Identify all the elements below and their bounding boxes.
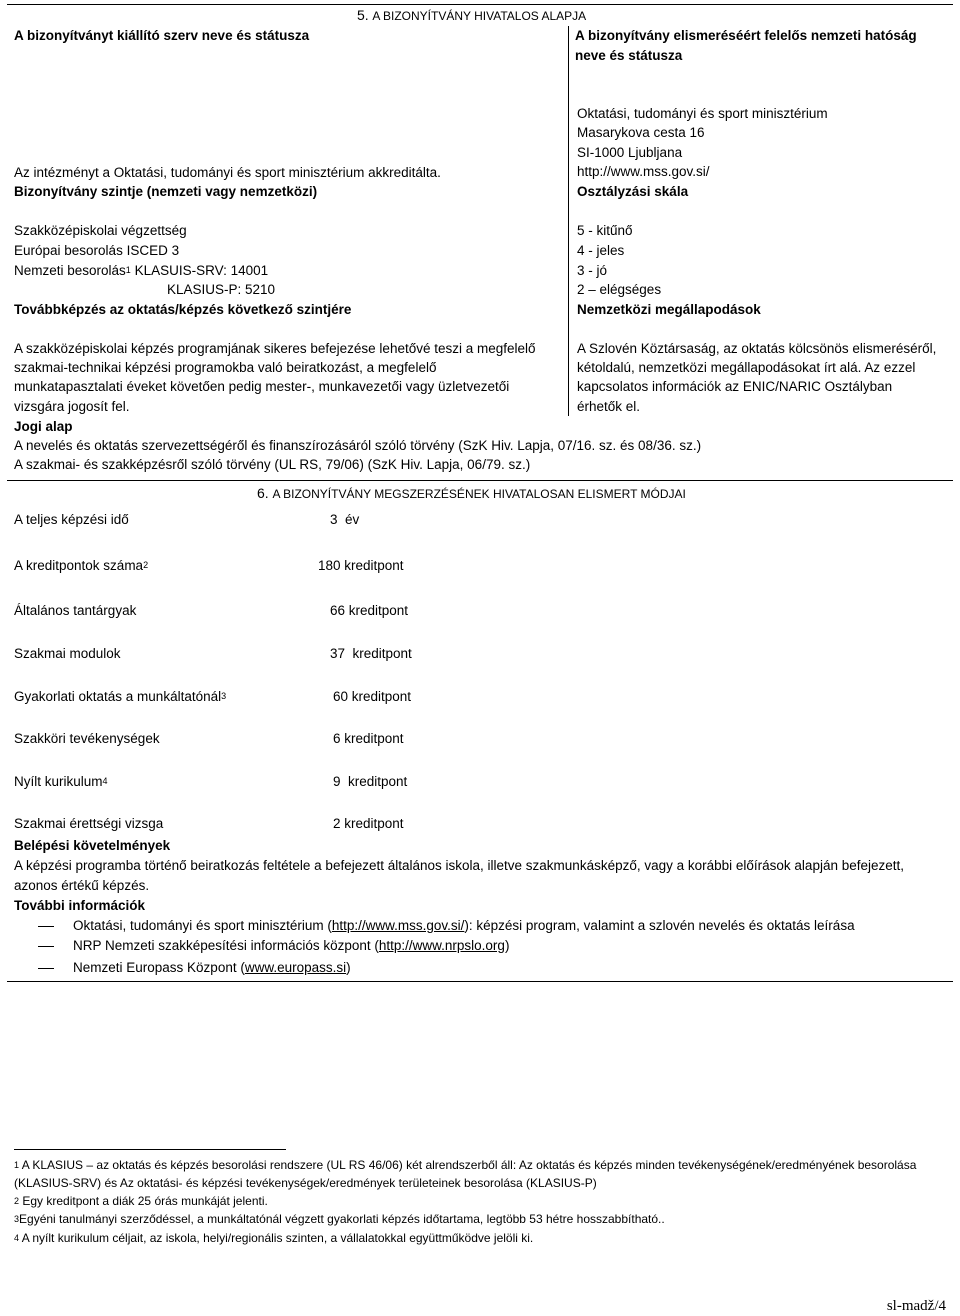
credit-row-value: 6 kreditpont: [333, 731, 404, 746]
legal-title: Jogi alap: [14, 419, 73, 434]
authority-header-1: A bizonyítvány elismeréséért felelős nemzeti hatóság: [575, 28, 917, 43]
credit-row-label: Szakmai modulok: [14, 646, 121, 661]
credit-row-label: Szakmai érettségi vizsga: [14, 816, 164, 831]
more-info-title: További információk: [14, 898, 146, 913]
further-text-3: munkatapasztalati éveket követően pedig mester-, munkavezetői vagy üzletvezetői: [14, 379, 510, 394]
level-line-1: Szakközépiskolai végzettség: [14, 223, 187, 238]
level-line-2: Európai besorolás ISCED 3: [14, 243, 180, 258]
further-title: Továbbképzés az oktatás/képzés következő szintjére: [14, 302, 352, 317]
accreditation-text: Az intézményt a Oktatási, tudományi és sport minisztérium akkreditálta.: [14, 165, 441, 180]
grade-2: 2 – elégséges: [577, 282, 662, 297]
footnote-2: $^2$ Egy kreditpont a diák 25 órás munkáját jelenti.: [14, 1194, 268, 1208]
credit-row-label: Gyakorlati oktatás a munkáltatónál$^3$: [14, 689, 227, 704]
intl-text-1: A Szlovén Köztársaság, az oktatás kölcsönös elismeréséről,: [577, 341, 937, 356]
bullet-dash: [38, 968, 54, 969]
credit-row-label: A teljes képzési idő: [14, 512, 129, 527]
entry-title: Belépési követelmények: [14, 838, 171, 853]
more-info-item-3: Nemzeti Europass Központ (www.europass.si): [73, 960, 351, 975]
further-text-4: vizsgára jogosít fel.: [14, 399, 130, 414]
bullet-dash: [38, 926, 54, 927]
credit-row-value: 66 kreditpont: [330, 603, 409, 618]
intl-text-3: kapcsolatos információk az ENIC/NARIC Osztályban: [577, 379, 893, 394]
credit-row-value: 37 kreditpont: [330, 646, 412, 661]
nrpslo-link[interactable]: http://www.nrpslo.org: [378, 938, 505, 953]
more-info-item-1: Oktatási, tudományi és sport minisztérium (http://www.mss.gov.si/): képzési program, valamint a szlovén nevelés és oktatás leírása: [73, 918, 855, 933]
credit-row-label: A kreditpontok száma$^2$: [14, 558, 149, 573]
level-line-4: KLASIUS-P: 5210: [167, 282, 276, 297]
section5-heading: 5. A BIZONYÍTVÁNY HIVATALOS ALAPJA: [357, 7, 587, 23]
authority-name: Oktatási, tudományi és sport minisztérium: [577, 106, 828, 121]
intl-text-4: érhetők el.: [577, 399, 641, 414]
credit-row-label: Nyílt kurikulum$^4$: [14, 774, 108, 789]
authority-city: SI-1000 Ljubljana: [577, 145, 683, 160]
bullet-dash: [38, 946, 54, 947]
further-text-2: szakmai-technikai képzési programokba való beiratkozást, a megfelelő: [14, 360, 437, 375]
credit-row-label: Általános tantárgyak: [14, 603, 137, 618]
intl-text-2: kétoldalú, nemzetközi megállapodásokat írt alá. Az ezzel: [577, 360, 916, 375]
legal-line-2: A szakmai- és szakképzésről szóló törvény (UL RS, 79/06) (SzK Hiv. Lapja, 06/79. sz.): [14, 457, 531, 472]
intl-title: Nemzetközi megállapodások: [577, 302, 761, 317]
mss-link[interactable]: http://www.mss.gov.si/: [331, 918, 465, 933]
credit-row-label: Szakköri tevékenységek: [14, 731, 160, 746]
credit-row-value: 180 kreditpont: [318, 558, 404, 573]
authority-header-2: neve és státusza: [575, 48, 683, 63]
level-title: Bizonyítvány szintje (nemzeti vagy nemzetközi): [14, 184, 318, 199]
credit-row-value: 2 kreditpont: [333, 816, 404, 831]
page-label: sl-madž/4: [886, 1298, 946, 1314]
footnote-1-line-2: (KLASIUS-SRV) és Az oktatási- és képzési tevékenységek/eredmények területeinek besorolása (KLASIUS-P): [14, 1176, 597, 1190]
authority-url[interactable]: http://www.mss.gov.si/: [577, 164, 710, 179]
grading-title: Osztályzási skála: [577, 184, 689, 199]
more-info-item-2: NRP Nemzeti szakképesítési információs központ (http://www.nrpslo.org): [73, 938, 510, 953]
footnote-4: $^4$ A nyílt kurikulum céljait, az iskola, helyi/regionális szinten, a vállalatokkal együttműködve jelöli ki.: [14, 1231, 534, 1245]
legal-line-1: A nevelés és oktatás szervezettségéről és finanszírozásáról szóló törvény (SzK Hiv. Lapja, 07/16. sz. és 08/36. sz.): [14, 438, 702, 453]
grade-5: 5 - kitűnő: [577, 223, 633, 238]
further-text-1: A szakközépiskolai képzés programjának sikeres befejezése lehetővé teszi a megfelelő: [14, 341, 536, 356]
footnote-separator: [14, 1149, 286, 1150]
credit-row-value: 60 kreditpont: [333, 689, 412, 704]
entry-text-1: A képzési programba történő beiratkozás feltétele a befejezett általános iskola, illetve szakmunkásképző, vagy a korábbi előírások alapján befejezett,: [14, 858, 905, 873]
footnote-1-line-1: $^1$ A KLASIUS – az oktatás és képzés besorolási rendszere (UL RS 46/06) két alrendszerből áll: Az oktatás és képzés minden tevékenységének/eredményének besorolása: [14, 1158, 917, 1172]
credit-row-value: 9 kreditpont: [333, 774, 408, 789]
grade-4: 4 - jeles: [577, 243, 625, 258]
bottom-rule: [7, 981, 953, 982]
section6-rule: [7, 480, 953, 481]
column-divider: [568, 26, 569, 416]
credit-row-value: 3 év: [330, 512, 360, 527]
entry-text-2: azonos értékű képzés.: [14, 878, 150, 893]
level-line-3: Nemzeti besorolás$^1$ KLASUIS-SRV: 14001: [14, 263, 269, 278]
europass-link[interactable]: www.europass.si: [244, 960, 347, 975]
section6-heading: 6. A BIZONYÍTVÁNY MEGSZERZÉSÉNEK HIVATALOSAN ELISMERT MÓDJAI: [257, 485, 686, 501]
issuer-header: A bizonyítványt kiállító szerv neve és státusza: [14, 28, 310, 43]
authority-street: Masarykova cesta 16: [577, 125, 705, 140]
grade-3: 3 - jó: [577, 263, 608, 278]
footnote-3: $^3$Egyéni tanulmányi szerződéssel, a munkáltatónál végzett gyakorlati képzés időtartama, legtöbb 53 hétre hosszabbítható..: [14, 1212, 665, 1226]
